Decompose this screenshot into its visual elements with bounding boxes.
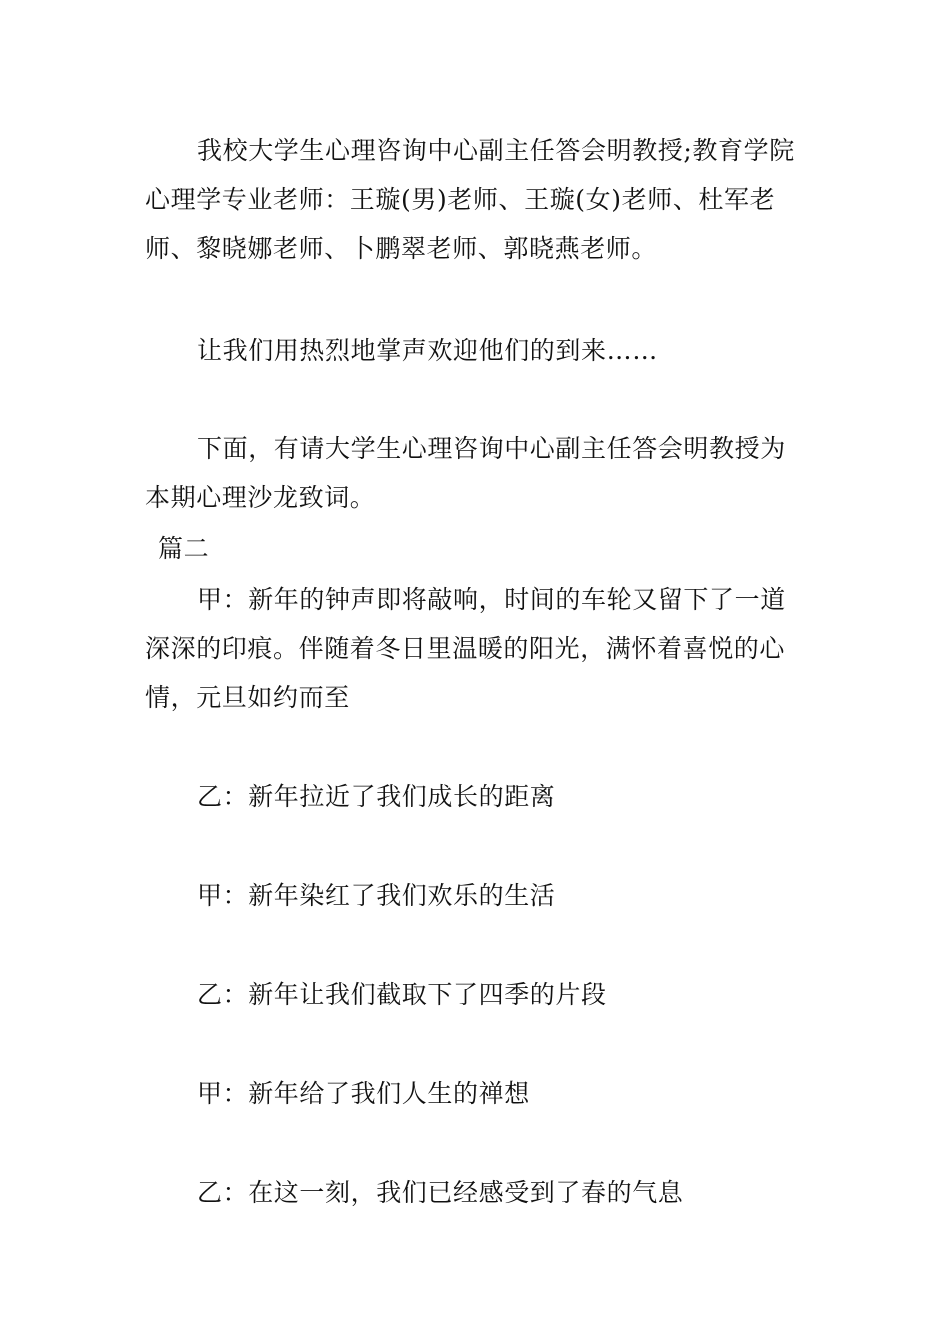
paragraph-dialogue-2: 乙：新年拉近了我们成长的距离 — [197, 782, 556, 811]
paragraph-invite-speech: 下面，有请大学生心理咨询中心副主任答会明教授为本期心理沙龙致词。 — [145, 434, 786, 512]
paragraph-dialogue-5: 甲：新年给了我们人生的禅想 — [197, 1079, 530, 1108]
paragraph-teachers-intro: 我校大学生心理咨询中心副主任答会明教授;教育学院心理学专业老师：王璇(男)老师、王璇(女)老师、杜军老师、黎晓娜老师、卜鹏翠老师、郭晓燕老师。 — [145, 136, 795, 263]
paragraph-welcome-applause: 让我们用热烈地掌声欢迎他们的到来…… — [197, 336, 658, 365]
paragraph-dialogue-3: 甲：新年染红了我们欢乐的生活 — [197, 881, 556, 910]
paragraph-dialogue-6: 乙：在这一刻，我们已经感受到了春的气息 — [197, 1178, 684, 1207]
paragraph-dialogue-1: 甲：新年的钟声即将敲响，时间的车轮又留下了一道深深的印痕。伴随着冬日里温暖的阳光，满怀着喜悦的心情，元旦如约而至 — [145, 585, 786, 712]
section-heading: 篇二 — [158, 534, 210, 563]
paragraph-dialogue-4: 乙：新年让我们截取下了四季的片段 — [197, 980, 607, 1009]
